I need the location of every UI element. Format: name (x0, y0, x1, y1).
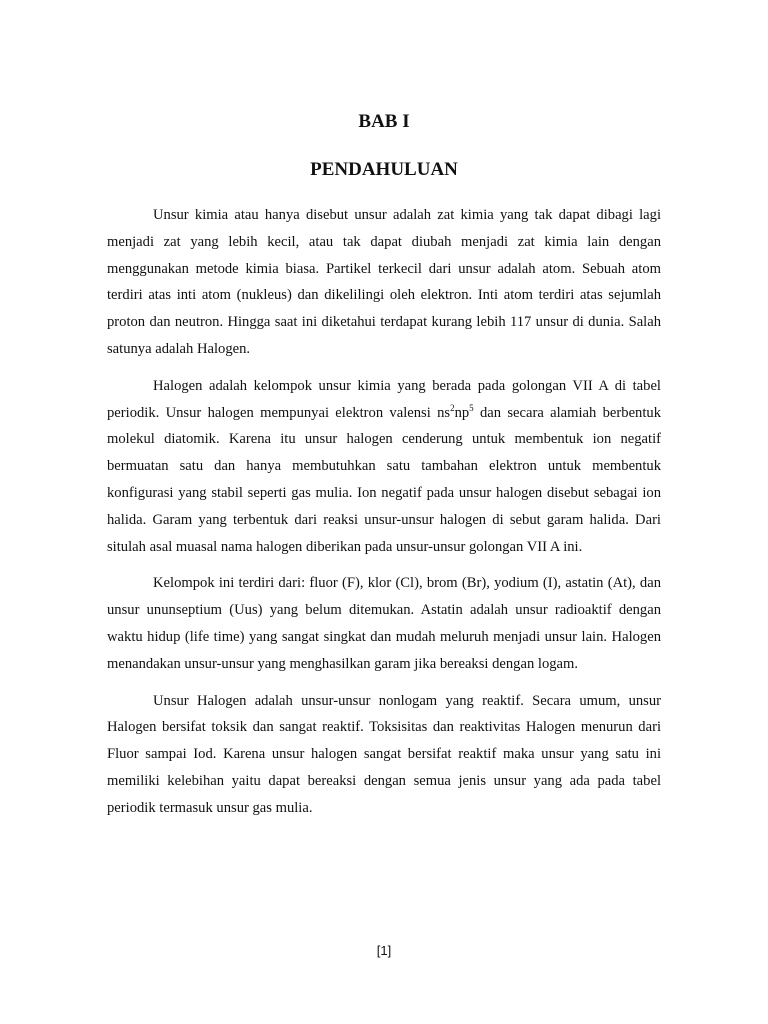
paragraph-text-before-formula: Halogen adalah kelompok unsur kimia yang berada pada golongan VII A di tabel periodik. Unsur halogen mempunyai elektron valensi (107, 377, 661, 421)
formula-p-exponent: 5 (469, 402, 474, 413)
paragraph-halogen-definition (107, 373, 661, 561)
page-number: [1] (376, 943, 392, 958)
chapter-title: PENDAHULUAN (310, 159, 458, 180)
paragraph-text-after-formula: dan secara alamiah berbentuk molekul diatomik. Karena itu unsur halogen cenderung untuk membentuk ion negatif bermuatan satu dan hanya membutuhkan satu tambahan elektron untuk membentuk konfigurasi yang stabil seperti gas mulia. Ion negatif pada unsur halogen disebut sebagai ion halida. Garam yang terbentuk dari reaksi unsur-unsur halogen di sebut garam halida. Dari situlah asal muasal nama halogen diberikan pada unsur-unsur golongan VII A ini. (107, 404, 661, 555)
paragraph-unsur-kimia: Unsur kimia atau hanya disebut unsur adalah zat kimia yang tak dapat dibagi lagi menjadi zat yang lebih kecil, atau tak dapat diubah menjadi zat kimia lain dengan menggunakan metode kimia biasa. Partikel terkecil dari unsur adalah atom. Sebuah atom terdiri atas inti atom (nukleus) dan dikelilingi oleh elektron. Inti atom terdiri atas sejumlah proton dan neutron. Hingga saat ini diketahui terdapat kurang lebih 117 unsur di dunia. Salah satunya adalah Halogen. (107, 207, 661, 357)
document-body (107, 202, 661, 832)
chapter-heading: BAB I (358, 111, 410, 132)
paragraph-halogen-group-members: Kelompok ini terdiri dari: fluor (F), klor (Cl), brom (Br), yodium (I), astatin (At), dan unsur ununseptium (Uus) yang belum ditemukan. Astatin adalah unsur radioaktif dengan waktu hidup (life time) yang sangat singkat dan mudah meluruh menjadi unsur lain. Halogen menandakan unsur-unsur yang menghasilkan garam jika bereaksi dengan logam. (107, 575, 661, 672)
formula-s-exponent: 2 (450, 402, 455, 413)
electron-configuration-formula (437, 402, 474, 421)
formula-s-orbital: ns (437, 404, 451, 421)
formula-p-orbital: np (454, 404, 470, 421)
paragraph-halogen-properties: Unsur Halogen adalah unsur-unsur nonlogam yang reaktif. Secara umum, unsur Halogen bersifat toksik dan sangat reaktif. Toksisitas dan reaktivitas Halogen menurun dari Fluor sampai Iod. Karena unsur halogen sangat bersifat reaktif maka unsur yang satu ini memiliki kelebihan yaitu dapat bereaksi dengan semua jenis unsur yang ada pada tabel periodik termasuk unsur gas mulia. (107, 692, 661, 816)
